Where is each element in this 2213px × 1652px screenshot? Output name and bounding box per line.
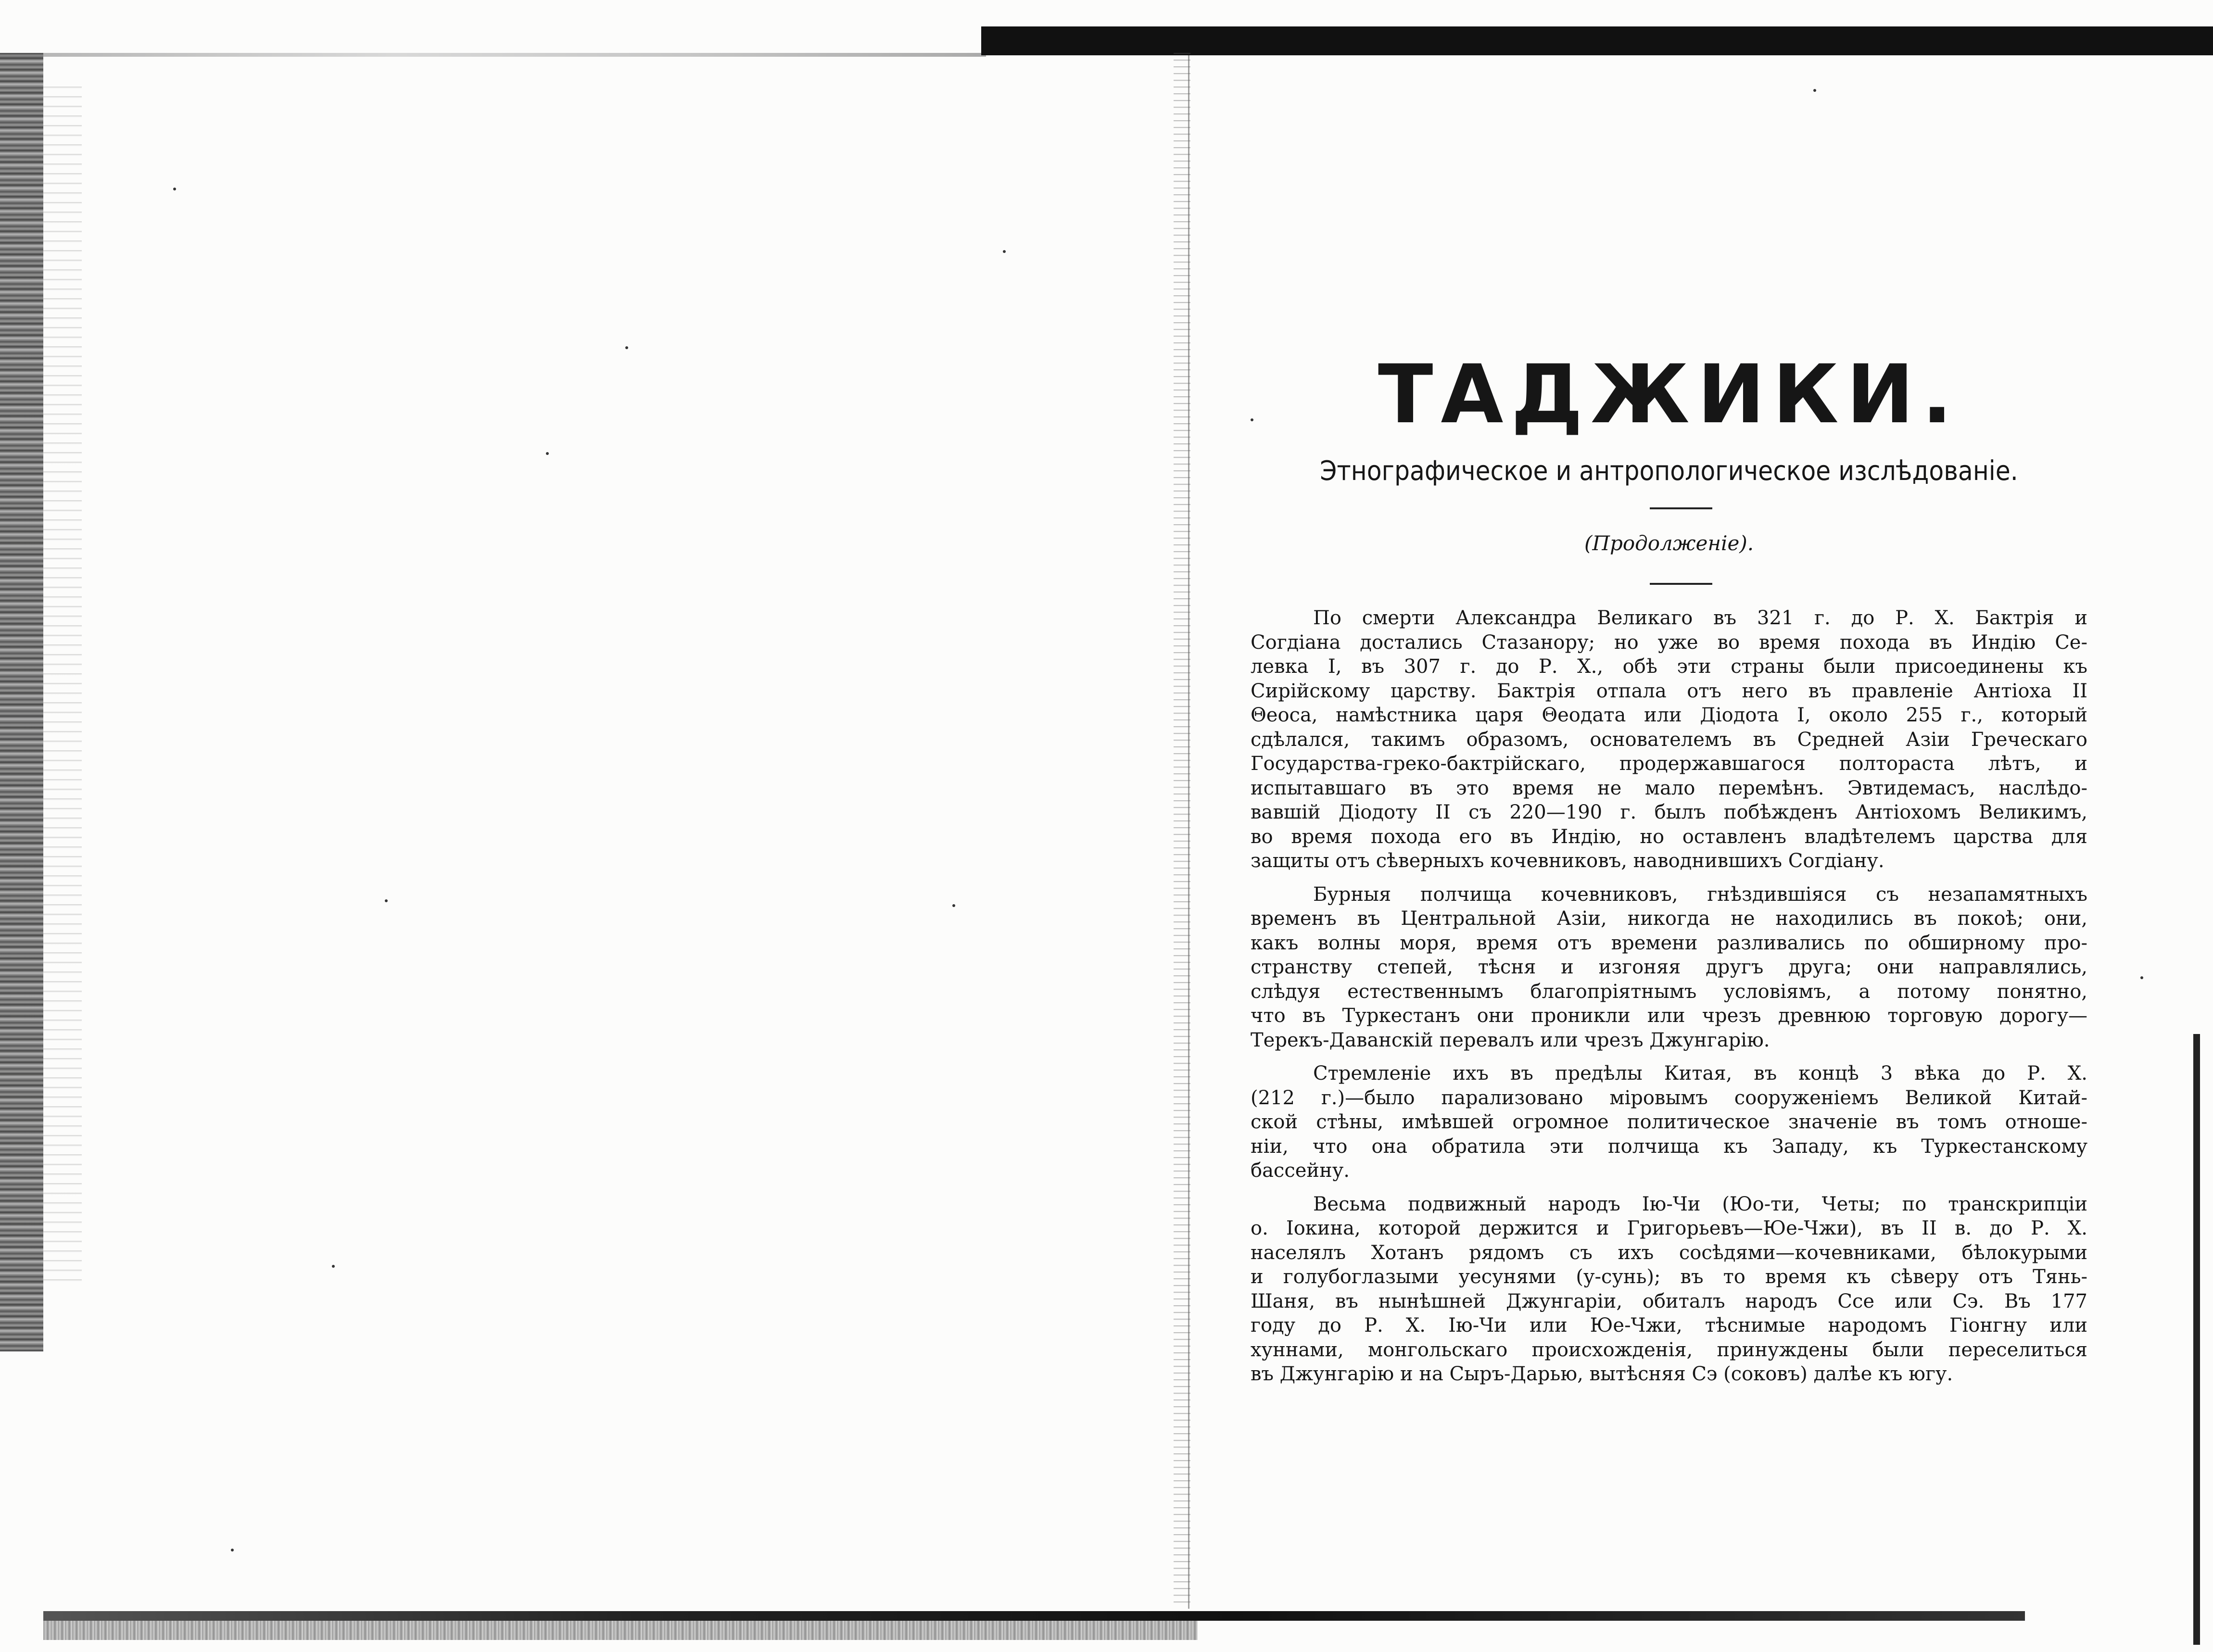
- text-line: въ Джунгарію и на Сыръ-Дарью, вытѣсняя Сэ (соковъ) далѣе къ югу.: [1251, 1363, 1953, 1385]
- title-divider-bottom: [1650, 583, 1712, 585]
- text-line: защиты отъ сѣверныхъ кочевниковъ, наводнившихъ Согдіану.: [1251, 850, 1884, 872]
- text-line: По смерти Александра Великаго въ 321 г. до Р. Х. Бактрія и: [1313, 607, 2087, 629]
- paragraph: [1251, 1061, 2087, 1183]
- continued-label: (Продолженіе).: [1584, 531, 1754, 555]
- text-line: Терекъ-Даванскій перевалъ или чрезъ Джунгарію.: [1251, 1029, 1770, 1051]
- text-line: и голубоглазыми уесунями (у-сунь); въ то время къ сѣверу отъ Тянь-: [1251, 1266, 2087, 1288]
- text-line: о. Іокина, которой держится и Григорьевъ—Юе-Чжи), въ II в. до Р. Х.: [1251, 1217, 2087, 1239]
- text-line: Сирійскому царству. Бактрія отпала отъ него въ правленіе Антіоха II: [1251, 680, 2087, 702]
- text-line: Θеоса, намѣстника царя Θеодата или Діодота I, около 255 г., который: [1251, 704, 2087, 726]
- text-line: слѣдуя естественнымъ благопріятнымъ условіямъ, а потому понятно,: [1251, 980, 2087, 1003]
- scan-speck: [332, 1265, 335, 1268]
- text-line: Шаня, въ нынѣшней Джунгаріи, обиталъ народъ Ссе или Сэ. Въ 177: [1251, 1290, 2087, 1312]
- text-line: бассейну.: [1251, 1160, 1350, 1182]
- scan-edge-bottom-noise: [43, 1621, 1198, 1640]
- scan-speck: [231, 1549, 234, 1551]
- text-line: Весьма подвижный народъ Ію-Чи (Юо-ти, Четы; по транскрипціи: [1313, 1193, 2087, 1215]
- paragraph: [1251, 883, 2087, 1053]
- text-line: хуннами, монгольскаго происхожденія, принуждены были переселиться: [1251, 1338, 2087, 1361]
- scan-edge-left-noise: [43, 87, 82, 1289]
- text-line: ніи, что она обратила эти полчища къ Западу, къ Туркестанскому: [1251, 1135, 2087, 1158]
- scan-speck: [625, 346, 628, 349]
- text-line: вавшій Діодоту II съ 220—190 г. былъ побѣжденъ Антіохомъ Великимъ,: [1251, 801, 2087, 823]
- scan-speck: [2140, 976, 2143, 979]
- article-subtitle: Этнографическое и антропологическое изслѣдованіе.: [1320, 455, 2018, 487]
- scan-speck: [1813, 89, 1816, 92]
- article-title: ТАДЖИКИ.: [1378, 347, 1960, 441]
- text-line: сдѣлался, такимъ образомъ, основателемъ въ Средней Азіи Греческаго: [1251, 728, 2087, 751]
- scan-speck: [385, 899, 388, 902]
- scan-edge-right: [2193, 1034, 2200, 1645]
- text-line: Бурныя полчища кочевниковъ, гнѣздившіяся съ незапамятныхъ: [1313, 883, 2087, 906]
- text-line: временъ въ Центральной Азіи, никогда не находились въ покоѣ; они,: [1251, 908, 2087, 930]
- title-divider-top: [1650, 507, 1712, 509]
- text-line: году до Р. Х. Ію-Чи или Юе-Чжи, тѣснимые народомъ Гіонгну или: [1251, 1314, 2087, 1337]
- text-line: Стремленіе ихъ въ предѣлы Китая, въ концѣ 3 вѣка до Р. Х.: [1313, 1062, 2087, 1085]
- text-line: (212 г.)—было парализовано міровымъ сооруженіемъ Великой Китай-: [1251, 1086, 2087, 1109]
- scan-edge-top-left: [0, 53, 986, 57]
- scan-speck: [173, 188, 176, 190]
- text-line: странству степей, тѣсня и изгоняя другъ друга; они направлялись,: [1251, 956, 2087, 978]
- text-line: ской стѣны, имѣвшей огромное политическое значеніе въ томъ отноше-: [1251, 1111, 2087, 1133]
- text-line: во время похода его въ Индію, но оставленъ владѣтелемъ царства для: [1251, 825, 2087, 848]
- article-body: [1251, 606, 2087, 1396]
- text-line: какъ волны моря, время отъ времени разливались по обширному про-: [1251, 932, 2087, 954]
- scan-edge-top-right: [981, 26, 2213, 55]
- scan-speck: [952, 904, 955, 907]
- paragraph: [1251, 1192, 2087, 1387]
- book-gutter-line: [1188, 55, 1189, 1609]
- text-line: Согдіана достались Стазанору; но уже во время похода въ Индію Се-: [1251, 631, 2087, 654]
- scan-edge-bottom: [43, 1611, 2025, 1621]
- text-line: Государства-греко-бактрійскаго, продержавшагося полтораста лѣтъ, и: [1251, 753, 2087, 775]
- scan-edge-left: [0, 53, 43, 1351]
- paragraph: [1251, 606, 2087, 873]
- text-line: левка I, въ 307 г. до Р. Х., обѣ эти страны были присоединены къ: [1251, 656, 2087, 678]
- scan-speck: [1003, 250, 1006, 253]
- text-line: что въ Туркестанъ они проникли или чрезъ древнюю торговую дорогу—: [1251, 1005, 2087, 1027]
- scan-speck: [546, 452, 549, 455]
- text-line: населялъ Хотанъ рядомъ съ ихъ сосѣдями—кочевниками, бѣлокурыми: [1251, 1241, 2087, 1264]
- right-page: [1251, 337, 2097, 1529]
- text-line: испытавшаго въ это время не мало перемѣнъ. Эвтидемасъ, наслѣдо-: [1251, 777, 2087, 799]
